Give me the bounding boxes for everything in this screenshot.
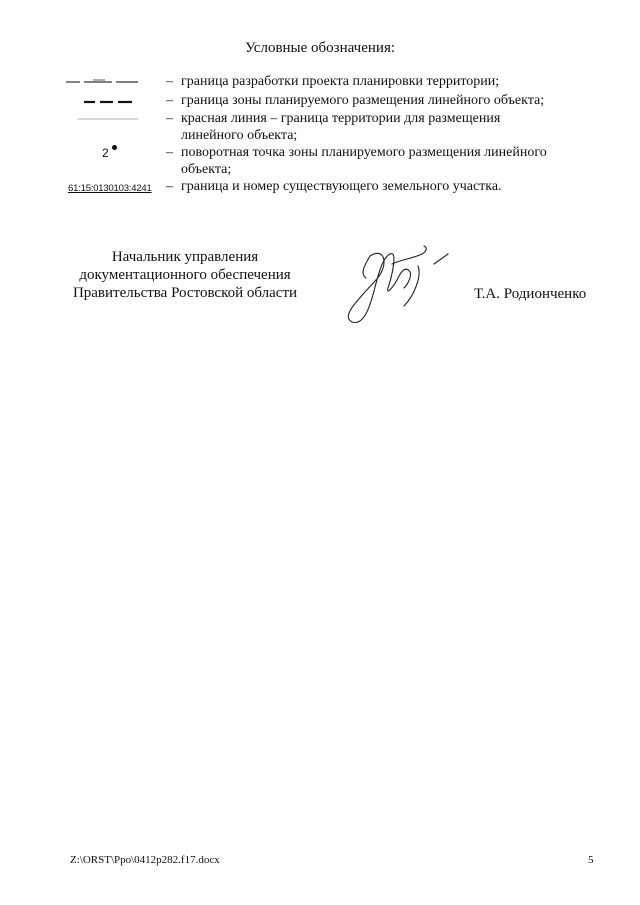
signatory-title (60, 248, 310, 302)
handwritten-signature (330, 236, 460, 328)
file-path: Z:\ORST\Ppo\0412p282.f17.docx (70, 854, 220, 866)
legend-text: граница разработки проекта планировки территории; (181, 74, 500, 89)
signatory-name: Т.А. Родионченко (474, 286, 587, 302)
dash-short-line-icon (60, 73, 150, 90)
signatory-line2: документационного обеспечения (79, 267, 291, 283)
signatory-line3: Правительства Ростовской области (72, 285, 298, 301)
point-symbol (60, 144, 150, 161)
legend-separator: – (166, 93, 173, 108)
legend-text-line1: красная линия – граница территории для размещения (181, 111, 501, 126)
legend-text-line2: линейного объекта; (181, 128, 298, 143)
legend-separator: – (166, 145, 173, 160)
legend-separator: – (166, 179, 173, 194)
legend-text (181, 110, 601, 144)
legend-text-line2: объекта; (181, 162, 232, 177)
parcel-number-label: 61:15:0130103:4241 (68, 183, 152, 194)
legend-text: граница и номер существующего земельного участка. (181, 179, 502, 194)
signatory-line1: Начальник управления (111, 249, 259, 265)
legend-text: граница зоны планируемого размещения линейного объекта; (181, 93, 545, 108)
dash-bold-line-icon (60, 92, 150, 109)
page-number: 5 (588, 854, 594, 866)
legend-separator: – (166, 111, 173, 126)
point-dot-icon (112, 145, 117, 150)
legend-title: Условные обозначения: (244, 40, 396, 56)
parcel-number-symbol (60, 178, 150, 195)
legend-text-line1: поворотная точка зоны планируемого размещения линейного (181, 145, 547, 160)
legend-text (181, 144, 601, 178)
legend-separator: – (166, 74, 173, 89)
point-number-label: 2 (102, 146, 109, 160)
thin-line-icon (60, 110, 150, 127)
